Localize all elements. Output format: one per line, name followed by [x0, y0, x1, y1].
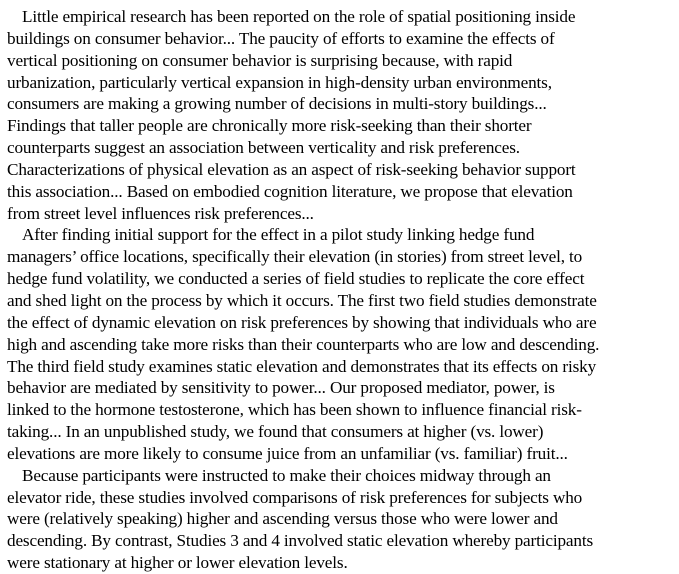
text-line: After finding initial support for the effect in a pilot study linking hedge fund: [22, 225, 535, 245]
text-line: managers’ office locations, specifically their elevation (in stories) from street level, to: [7, 247, 583, 267]
text-line: urbanization, particularly vertical expansion in high-density urban environments,: [7, 72, 552, 92]
text-line: high and ascending take more risks than their counterparts who are low and descending.: [7, 334, 600, 354]
text-line: vertical positioning on consumer behavior is surprising because, with rapid: [7, 50, 513, 70]
text-line: hedge fund volatility, we conducted a series of field studies to replicate the core effect: [7, 269, 585, 289]
text-line: elevations are more likely to consume juice from an unfamiliar (vs. familiar) fruit...: [7, 443, 568, 463]
text-line: elevator ride, these studies involved comparisons of risk preferences for subjects who: [7, 487, 583, 507]
text-line: taking... In an unpublished study, we found that consumers at higher (vs. lower): [7, 422, 544, 442]
paragraph-1: [7, 6, 675, 224]
text-line: buildings on consumer behavior... The paucity of efforts to examine the effects of: [7, 28, 555, 48]
paragraph-3: [7, 465, 675, 574]
text-line: from street level influences risk preferences...: [7, 203, 314, 223]
text-line: the effect of dynamic elevation on risk preferences by showing that individuals who are: [7, 312, 597, 332]
text-line: Little empirical research has been reported on the role of spatial positioning inside: [22, 7, 576, 26]
paragraph-2: [7, 224, 675, 464]
text-line: The third field study examines static elevation and demonstrates that its effects on risky: [7, 356, 597, 376]
text-line: Findings that taller people are chronically more risk-seeking than their shorter: [7, 116, 532, 136]
text-line: linked to the hormone testosterone, which has been shown to influence financial risk-: [7, 400, 582, 420]
text-line: Characterizations of physical elevation as an aspect of risk-seeking behavior support: [7, 159, 576, 179]
text-line: and shed light on the process by which it occurs. The first two field studies demonstrate: [7, 290, 597, 310]
text-line: were (relatively speaking) higher and ascending versus those who were lower and: [7, 509, 558, 529]
text-line: Because participants were instructed to make their choices midway through an: [22, 465, 551, 485]
text-line: behavior are mediated by sensitivity to power... Our proposed mediator, power, is: [7, 378, 555, 398]
text-line: consumers are making a growing number of decisions in multi-story buildings...: [7, 94, 547, 114]
text-line: were stationary at higher or lower elevation levels.: [7, 553, 348, 573]
text-line: this association... Based on embodied cognition literature, we propose that elevation: [7, 181, 573, 201]
text-line: counterparts suggest an association between verticality and risk preferences.: [7, 138, 520, 158]
text-line: descending. By contrast, Studies 3 and 4 involved static elevation whereby participants: [7, 531, 593, 551]
